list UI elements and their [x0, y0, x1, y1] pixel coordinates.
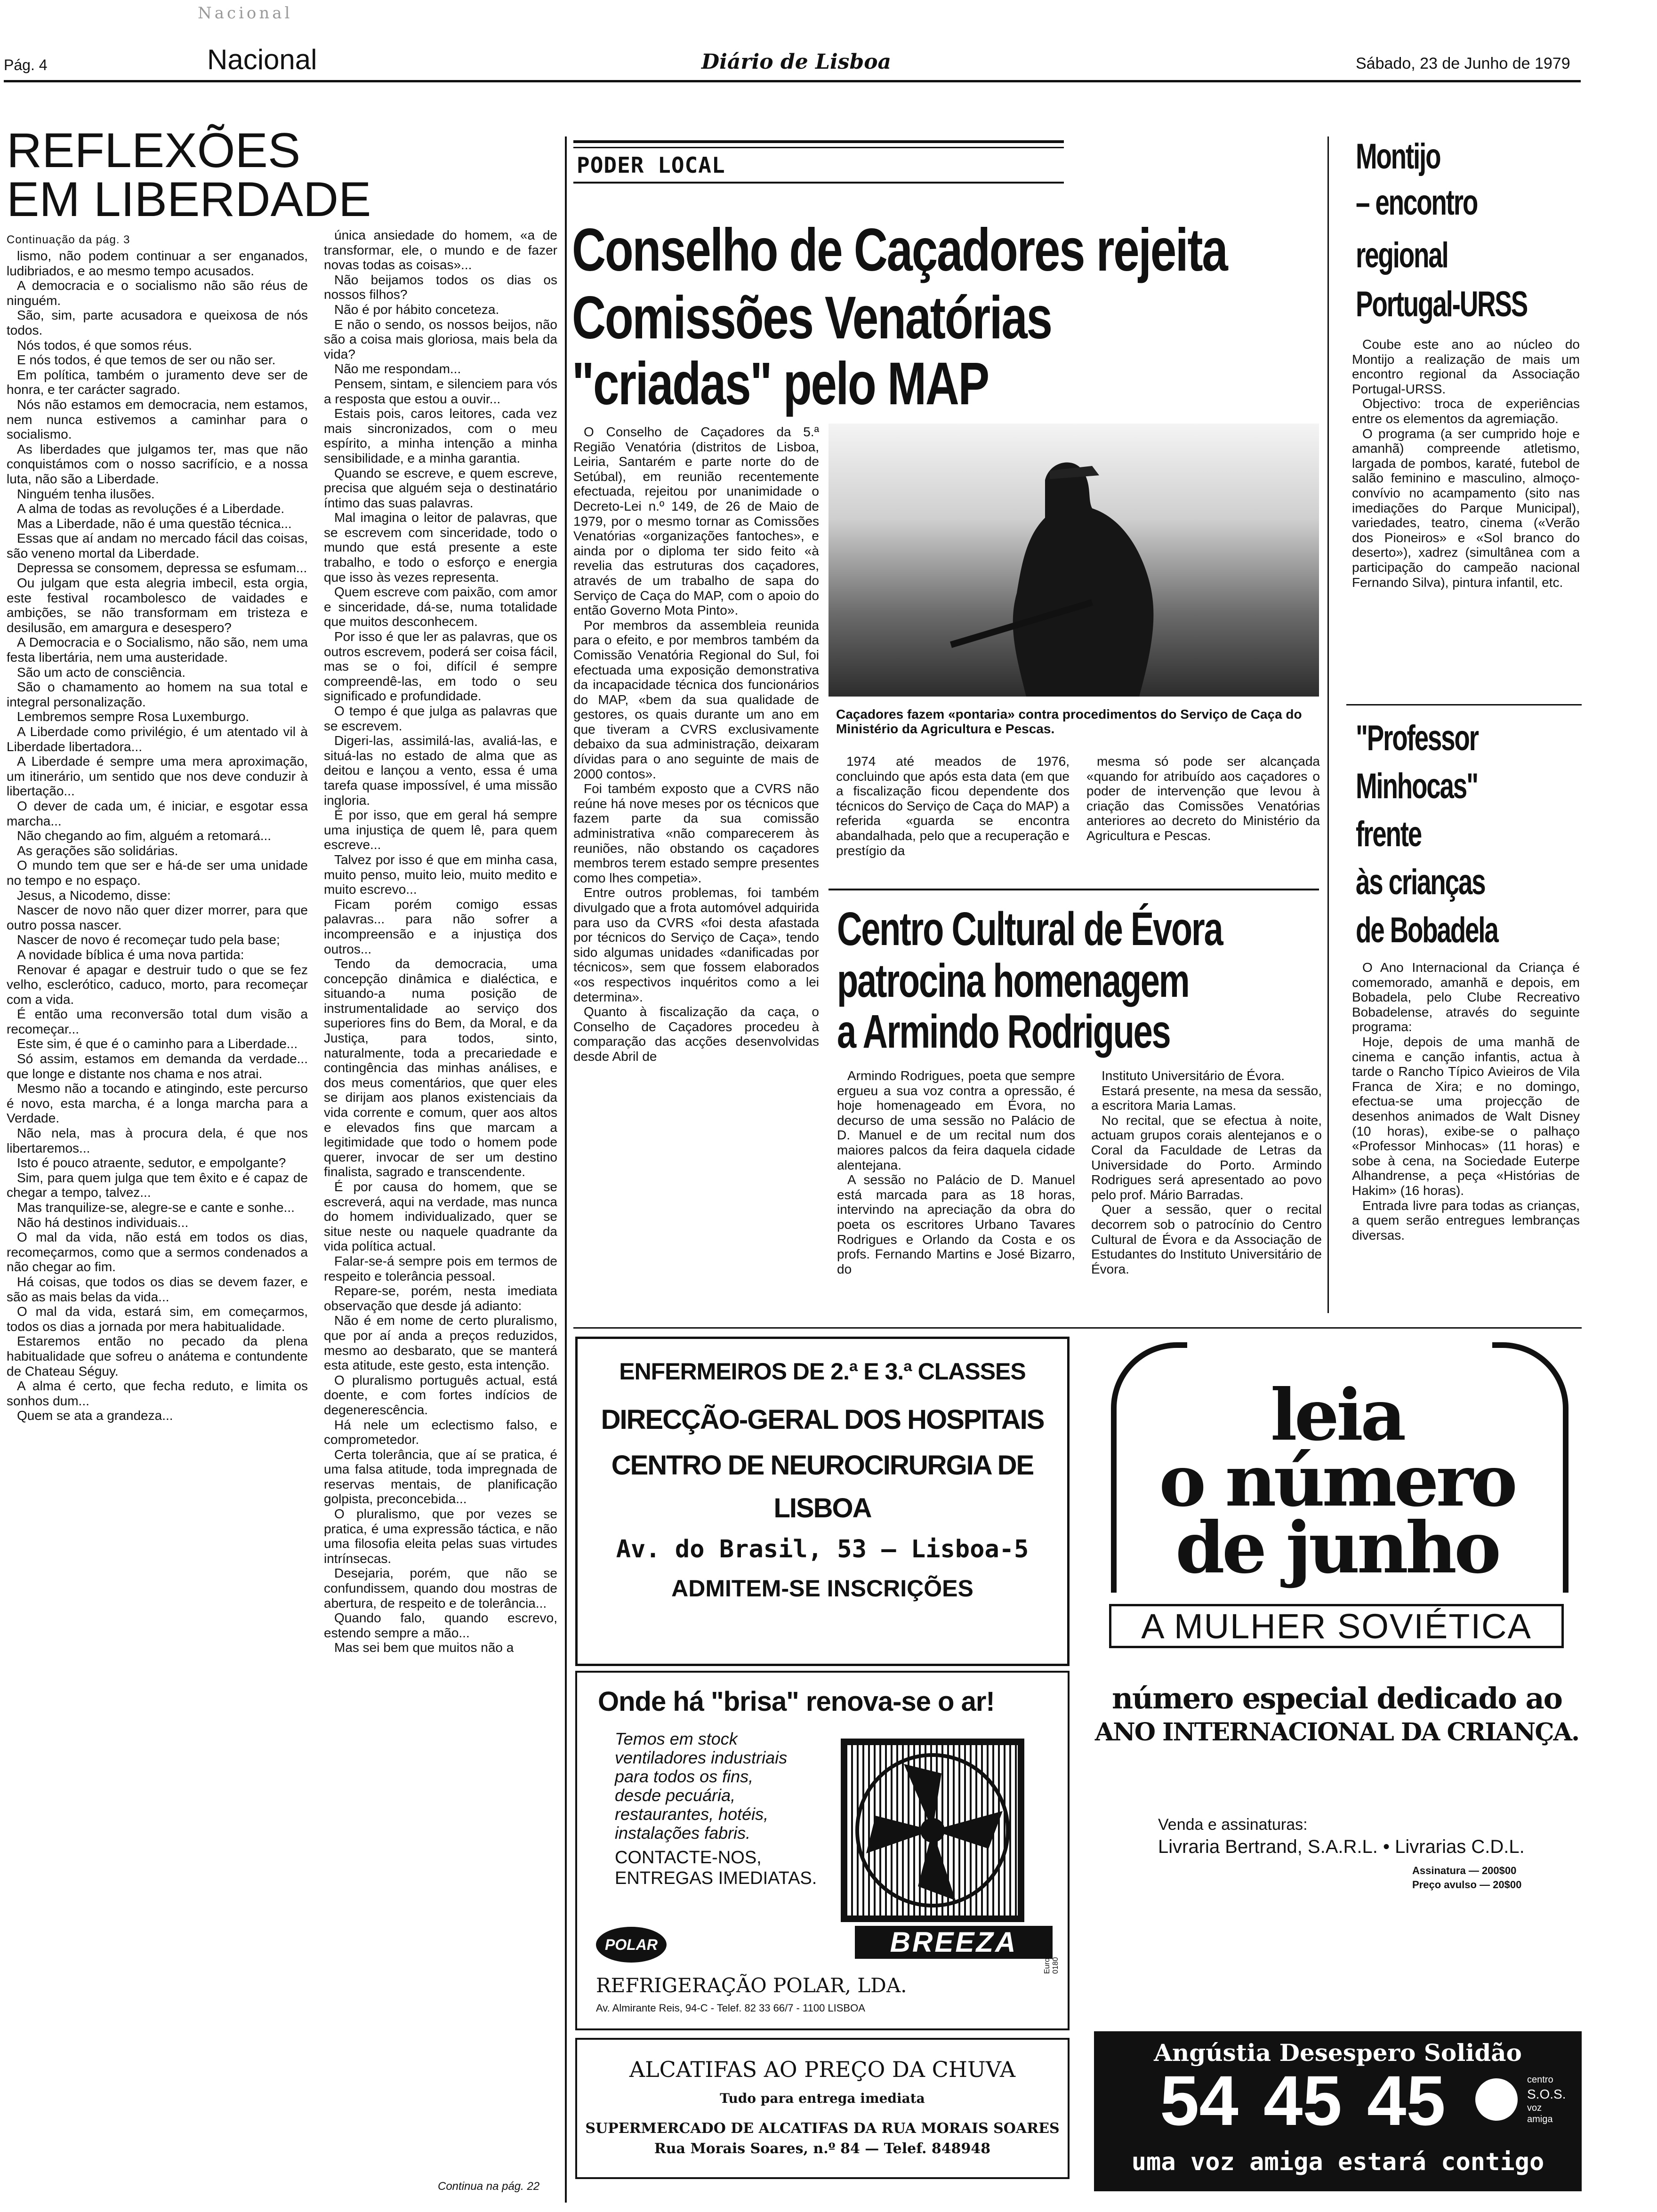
polar-copy-8: ENTREGAS IMEDIATAS.: [615, 1868, 817, 1888]
ad-sos-voz-amiga: [1094, 2031, 1582, 2191]
minhocas-headline-2: Minhocas": [1356, 766, 1478, 806]
polar-copy-7: CONTACTE-NOS,: [615, 1848, 762, 1867]
paragraph: Jesus, a Nicodemo, disse:: [17, 888, 171, 903]
sos-brand-1: centro: [1527, 2075, 1553, 2085]
paragraph: Desejaria, porém, que não se confundissem, quando dou mostras de abertura, de respeito e de tolerância...: [324, 1566, 557, 1611]
montijo-body: [1352, 337, 1580, 695]
minhocas-headline-5: de Bobadela: [1356, 910, 1498, 950]
paragraph: E nós todos, é que temos de ser ou não ser.: [17, 353, 276, 368]
montijo-headline-2: – encontro: [1356, 183, 1478, 223]
sos-bottom-line: uma voz amiga estará contigo: [1131, 2148, 1544, 2176]
paragraph: Quem se ata a grandeza...: [17, 1408, 173, 1423]
paragraph: O programa (a ser cumprido hoje e amanhã) compreende atletismo, largada de pombos, karaté, futebol de salão feminino e masculino, almoço-convívio no acampamento (sito nas imediações do Parque Municipal), variedades, teatro, cinema («Verão dos Pioneiros» e «Sol branco do deserto»), xadrez (simultânea com a participação do campeão nacional Fernando Silva), pintura infantil, etc.: [1352, 426, 1580, 590]
polar-copy-4: desde pecuária,: [615, 1786, 736, 1805]
paragraph: 1974 até meados de 1976, concluindo que após esta data (em que a fiscalização ficou dependente dos técnicos do Serviço de Caça do MAP) a referida «guarda se encontra abandalhada, pelo que a recuperação e prestígio da: [836, 754, 1070, 858]
paragraph: Quem escreve com paixão, com amor e sinceridade, dá-se, numa totalidade que muitos desconhecem.: [324, 585, 557, 629]
paragraph: Objectivo: troca de experiências entre os elementos da agremiação.: [1352, 396, 1580, 426]
reflexoes-column-1: [7, 248, 308, 2202]
paragraph: Nascer de novo é recomeçar tudo pela base;: [17, 932, 280, 947]
evora-headline-2: patrocina homenagem: [837, 954, 1189, 1007]
paragraph: É por isso, que em geral há sempre uma injustiça de quem lê, para quem escreve...: [324, 808, 557, 852]
caçadores-headline-1: Conselho de Caçadores rejeita: [572, 216, 1227, 284]
sos-face-icon: [1475, 2078, 1518, 2121]
caçadores-column-c: [1086, 754, 1320, 872]
paragraph: São, sim, parte acusadora e queixosa de nós todos.: [7, 308, 308, 337]
evora-rule-top: [828, 889, 1319, 890]
paragraph: Ou julgam que esta alegria imbecil, esta orgia, este festival rocambolesco de vaidades e ambições, se não transformam em tristeza e desilusão, em amargura e desespero?: [7, 576, 308, 635]
paragraph: O mal da vida, estará sim, em começarmos, todos os dias a jornada por mera habitualidade.: [7, 1304, 308, 1334]
paragraph: lismo, não podem continuar a ser enganados, ludibriados, e ao mesmo tempo acusados.: [7, 248, 308, 278]
ad-enf-line-6: ADMITEM-SE INSCRIÇÕES: [671, 1575, 973, 1602]
reflexoes-right-rule: [565, 136, 567, 2203]
paragraph: Nascer de novo não quer dizer morrer, para que outro possa nascer.: [7, 903, 308, 932]
paragraph: Isto é pouco atraente, sedutor, e empolgante?: [17, 1155, 286, 1170]
paragraph: A alma é certo, que fecha reduto, e limita os sonhos dum...: [7, 1378, 308, 1408]
paragraph: Não é por hábito conceteza.: [334, 302, 499, 317]
mulher-livrarias: Livraria Bertrand, S.A.R.L. • Livrarias C.D.L.: [1158, 1836, 1525, 1857]
paragraph: única ansiedade do homem, «a de transformar, ele, o mundo e de fazer novas todas as coisas»...: [324, 228, 557, 272]
evora-headline-1: Centro Cultural de Évora: [837, 903, 1223, 955]
polar-copy-3: para todos os fins,: [615, 1767, 754, 1786]
paragraph: O Conselho de Caçadores da 5.ª Região Venatória (distritos de Lisboa, Leiria, Santarém e parte norte do de Setúbal), em reunião recentemente efectuada, rejeitou por unanimidade o Decreto-Lei n.º 149, de 26 de Maio de 1979, por o mesmo tornar as Comissões Venatórias «organizações fantoches», e ainda por o diploma ter sido feito «à revelia das estruturas dos caçadores, através de um trabalho de sapa do Serviço de Caça do MAP, com o apoio do então Governo Mota Pinto».: [573, 425, 819, 618]
reflexoes-column-2: [324, 228, 557, 2167]
paragraph: Estará presente, na mesa da sessão, a escritora Maria Lamas.: [1091, 1083, 1322, 1113]
caçadores-column-b: [836, 754, 1070, 872]
paragraph: Não é em nome de certo pluralismo, que por aí anda a preços reduzidos, mesmo ao desbarato, que se manterá esta atitude, este gesto, esta intenção.: [324, 1313, 557, 1373]
mulher-banner: A MULHER SOVIÉTICA: [1109, 1604, 1564, 1648]
sos-brand-3: voz: [1527, 2103, 1542, 2113]
paragraph: Quando se escreve, e quem escreve, precisa que alguém seja o destinatário íntimo das suas palavras.: [324, 465, 557, 510]
mulher-assinatura: Assinatura — 200$00: [1412, 1865, 1517, 1876]
paragraph: Ninguém tenha ilusões.: [17, 486, 155, 501]
polar-address: Av. Almirante Reis, 94-C - Telef. 82 33 66/7 - 1100 LISBOA: [596, 2002, 865, 2014]
ad-mulher-sovietica: [1092, 1342, 1582, 1982]
paragraph: A Liberdade como privilégio, é um atentado vil à Liberdade libertadora...: [7, 724, 308, 754]
paragraph: Há nele um eclectismo falso, e comprometedor.: [324, 1417, 557, 1447]
paragraph: As liberdades que julgamos ter, mas que não conquistámos com o nosso sacrifício, e a nossa luta, não são a Liberdade.: [7, 441, 308, 486]
caçadores-headline-2: Comissões Venatórias: [572, 284, 1052, 352]
mulher-preco-avulso: Preço avulso — 20$00: [1412, 1879, 1522, 1891]
paragraph: O pluralismo português actual, está doente, e com fortes indícios de degenerescência.: [324, 1372, 557, 1417]
alcatifas-line-2: Tudo para entrega imediata: [720, 2091, 925, 2106]
paragraph: Falar-se-á sempre pois em termos de respeito e tolerância pessoal.: [324, 1253, 557, 1283]
minhocas-headline-4: às crianças: [1356, 862, 1485, 902]
paragraph: Não chegando ao fim, alguém a retomará...: [17, 828, 272, 843]
ad-enfermeiros: [575, 1337, 1070, 1666]
paragraph: Nós não estamos em democracia, nem estamos, nem nunca estivemos a caminhar para o socialismo.: [7, 397, 308, 442]
paragraph: Sim, para quem julga que tem êxito e é capaz de chegar a tempo, talvez...: [7, 1170, 308, 1200]
minhocas-headline-3: frente: [1356, 814, 1422, 854]
paragraph: Coube este ano ao núcleo do Montijo a realização de mais um encontro regional da Associação Portugal-URSS.: [1352, 337, 1580, 396]
paragraph: Não há destinos individuais...: [17, 1215, 189, 1230]
paragraph: Repare-se, porém, nesta imediata observação que desde já adianto:: [324, 1283, 557, 1313]
polar-headline: Onde há "brisa" renova-se o ar!: [598, 1686, 995, 1717]
paragraph: Essas que aí andam no mercado fácil das coisas, são veneno mortal da Liberdade.: [7, 531, 308, 561]
breeza-logo: BREEZA: [855, 1926, 1053, 1959]
paragraph: Mal imagina o leitor de palavras, que se escrevem com sinceridade, todo o mundo que está presente a este trabalho, e todo o esforço e energia que isso às vezes representa.: [324, 510, 557, 585]
poder-local-rule-top2: [573, 147, 1064, 148]
paragraph: Estais pois, caros leitores, cada vez mais sincronizados, com o meu espírito, a minha intenção a minha sensibilidade, e a minha garantia.: [324, 406, 557, 465]
paragraph: Por isso é que ler as palavras, que os outros escrevem, poderá ser coisa fácil, mas se o foi, difícil é sempre compreendê-las, em todo o seu significado e profundidade.: [324, 629, 557, 704]
paragraph: Estaremos então no pecado da plena habitualidade que sofreu o anátema e contundente de Chateau Séguy.: [7, 1334, 308, 1378]
polar-logo: POLAR: [596, 1927, 667, 1963]
alcatifas-line-1: ALCATIFAS AO PREÇO DA CHUVA: [629, 2057, 1016, 2082]
minhocas-body: [1352, 960, 1580, 1318]
paragraph: Certa tolerância, que aí se pratica, é uma falsa atitude, toda impregnada de reservas mentais, de planificação golpista, preconcebida...: [324, 1447, 557, 1507]
paragraph: É por causa do homem, que se escreverá, aqui na verdade, mas nunca do homem individualizado, quer se situe neste ou naquele quadrante da vida política actual.: [324, 1179, 557, 1254]
paragraph: Quer a sessão, quer o recital decorrem sob o patrocínio do Centro Cultural de Évora e da Associação de Estudantes do Instituto Universitário de Évora.: [1091, 1202, 1322, 1276]
paragraph: Mas sei bem que muitos não a: [334, 1640, 514, 1655]
paragraph: Quando falo, quando escrevo, estendo sempre a mão...: [324, 1611, 557, 1640]
ad-enf-line-3: CENTRO DE NEUROCIRURGIA DE: [611, 1450, 1034, 1481]
hunter-photo: [828, 424, 1319, 697]
photo-caption: Caçadores fazem «pontaria» contra procedimentos do Serviço de Caça do Ministério da Agricultura e Pescas.: [836, 707, 1302, 736]
paragraph: A alma de todas as revoluções é a Liberdade.: [17, 501, 285, 516]
reflexoes-title-1: REFLEXÕES: [7, 123, 301, 178]
paragraph: Em política, também o juramento deve ser de honra, e ter carácter sagrado.: [7, 367, 308, 397]
sos-number-3: 45: [1367, 2061, 1446, 2140]
paragraph: O pluralismo, que por vezes se pratica, é uma expressão táctica, e não uma filosofia eleita pelas suas virtudes intrínsecas.: [324, 1507, 557, 1566]
paragraph: A democracia e o socialismo não são réus de ninguém.: [7, 278, 308, 308]
paragraph: Pensem, sintam, e silenciem para vós a resposta que estou a ouvir...: [324, 376, 557, 406]
continua-note: Continua na pág. 22: [438, 2180, 540, 2193]
mulher-o-numero: o número: [1159, 1440, 1515, 1523]
caçadores-column-a: [573, 425, 819, 1317]
paragraph: Depressa se consomem, depressa se esfumam...: [17, 561, 307, 576]
paragraph: Nós todos, é que somos réus.: [17, 337, 192, 353]
mulher-especial: número especial dedicado ao: [1111, 1681, 1562, 1715]
montijo-headline-4: Portugal-URSS: [1356, 284, 1528, 324]
polar-side-credit: Europa 0180: [1043, 1949, 1060, 1974]
paragraph: O mal da vida, não está em todos os dias, recomeçarmos, como que a sermos condenados a não chegar ao fim.: [7, 1230, 308, 1274]
polar-copy-1: Temos em stock: [615, 1729, 738, 1748]
ad-enf-line-5: Av. do Brasil, 53 — Lisboa-5: [616, 1535, 1029, 1563]
paragraph: A sessão no Palácio de D. Manuel está marcada para as 18 horas, intervindo na apreciação da obra do poeta os escritores Urbano Tavares Rodrigues e Orlando da Costa e os profs. Fernando Martins e José Bizarro, do: [837, 1172, 1075, 1276]
paragraph: No recital, que se efectua à noite, actuam grupos corais alentejanos e o Coral da Faculdade de Letras da Universidade do Porto. Armindo Rodrigues será apresentado ao povo pelo prof. Mário Barradas.: [1091, 1113, 1322, 1202]
paragraph: E não o sendo, os nossos beijos, não são a coisa mais gloriosa, mais bela da vida?: [324, 317, 557, 361]
sos-brand-4: amiga: [1527, 2114, 1553, 2124]
paragraph: Este sim, é que é o caminho para a Liberdade...: [17, 1036, 298, 1051]
polar-copy-6: instalações fabris.: [615, 1823, 751, 1843]
paragraph: Renovar é apagar e destruir tudo o que se fez velho, esclerótico, caduco, morto, para recomeçar com a vida.: [7, 962, 308, 1007]
minhocas-headline-1: "Professor: [1356, 718, 1478, 758]
evora-column-a: [837, 1068, 1075, 1318]
paragraph: Entrada livre para todas as crianças, a quem serão entregues lembranças diversas.: [1352, 1198, 1580, 1242]
paragraph: Não me respondam...: [334, 361, 461, 377]
paragraph: São um acto de consciência.: [17, 665, 185, 680]
caçadores-headline-3: "criadas" pelo MAP: [572, 350, 989, 417]
paragraph: Mas a Liberdade, não é uma questão técnica...: [17, 516, 292, 531]
sos-number-2: 45: [1263, 2061, 1342, 2140]
sos-brand-2: S.O.S.: [1527, 2087, 1566, 2101]
ads-rule-top: [573, 1327, 1582, 1329]
paragraph: O mundo tem que ser e há-de ser uma unidade no tempo e no espaço.: [7, 858, 308, 888]
page-number: Pág. 4: [4, 56, 48, 73]
reflexoes-title-2: EM LIBERDADE: [7, 172, 371, 227]
paragraph: Digeri-las, assimilá-las, avaliá-las, e situá-las no estado de alma que as deitou e lançou a vento, essa é uma tarefa quase impossível, é uma missão ingloria.: [324, 733, 557, 808]
ad-polar: [575, 1671, 1070, 2030]
paragraph: Lembremos sempre Rosa Luxemburgo.: [17, 709, 249, 724]
ad-enf-line-1: ENFERMEIROS DE 2.ª E 3.ª CLASSES: [619, 1358, 1026, 1385]
paragraph: O dever de cada um, é iniciar, e esgotar essa marcha...: [7, 798, 308, 828]
paragraph: Não beijamos todos os dias os nossos filhos?: [324, 272, 557, 302]
poder-local-kicker: PODER LOCAL: [577, 152, 725, 178]
paragraph: Armindo Rodrigues, poeta que sempre ergueu a sua voz contra a opressão, é hoje homenageado em Évora, no decurso de uma sessão no Palácio de D. Manuel e de um recital num dos maiores palcos da feira daquela cidade alentejana.: [837, 1068, 1075, 1172]
ad-enf-line-4: LISBOA: [773, 1493, 871, 1523]
sos-top-line: Angústia Desespero Solidão: [1154, 2039, 1522, 2067]
montijo-headline-1: Montijo: [1356, 136, 1440, 176]
section-name: Nacional: [207, 44, 317, 75]
evora-headline-3: a Armindo Rodrigues: [837, 1005, 1170, 1058]
fan-grille-icon: [841, 1739, 1024, 1922]
sos-number-1: 54: [1160, 2061, 1239, 2140]
paragraph: O tempo é que julga as palavras que se escrevem.: [324, 704, 557, 733]
continuation-note: Continuação da pág. 3: [7, 233, 130, 246]
alcatifas-line-4: Rua Morais Soares, n.º 84 — Telef. 848948: [654, 2140, 991, 2157]
poder-local-rule-top: [573, 140, 1064, 143]
poder-local-rule-bottom: [573, 182, 1064, 184]
paragraph: Tendo da democracia, uma concepção dinâmica e dialéctica, e situando-a numa posição de instrumentalidade ao serviço dos superiores fins do Bem, da Moral, e da Justiça, para todos, sinto, naturalmente, toda a precariedade e contingência das minhas análises, e dos meus comentários, que quer eles se dirijam aos planos existenciais da vida corrente e comum, quer aos altos e elevados fins que marcam a legitimidade que todo o homem pode querer, invocar de ser um destino finalista, sagrado e transcendente.: [324, 956, 557, 1179]
mulher-leia: leia: [1270, 1374, 1404, 1457]
ad-alcatifas: [575, 2038, 1070, 2179]
ad-enf-line-2: DIRECÇÃO-GERAL DOS HOSPITAIS: [601, 1404, 1044, 1435]
right-column-rule: [1327, 136, 1329, 1313]
masthead-rule: [4, 80, 1581, 82]
paragraph: Foi também exposto que a CVRS não reúne há nove meses por os técnicos que fazem parte da sua comissão administrativa «não comparecerem às reuniões, não obstando os caçadores membros terem estado sempre presentes como lhes competia».: [573, 781, 819, 885]
paragraph: Não nela, mas à procura dela, é que nos libertaremos...: [7, 1126, 308, 1155]
paragraph: A Democracia e o Socialismo, não são, nem uma festa libertária, nem uma austeridade.: [7, 635, 308, 665]
paragraph: Instituto Universitário de Évora.: [1102, 1068, 1285, 1083]
issue-date: Sábado, 23 de Junho de 1979: [1356, 55, 1570, 72]
paragraph: A novidade bíblica é uma nova partida:: [17, 947, 244, 962]
paragraph: Há coisas, que todos os dias se devem fazer, e são as mais belas da vida...: [7, 1274, 308, 1304]
montijo-headline-3: regional: [1356, 235, 1448, 275]
paragraph: A Liberdade é sempre uma mera aproximação, um itinerário, um sentido que nos deve conduzir à libertação...: [7, 754, 308, 799]
mulher-de-junho: de junho: [1175, 1507, 1499, 1589]
polar-copy-5: restaurantes, hotéis,: [615, 1804, 769, 1824]
alcatifas-line-3: SUPERMERCADO DE ALCATIFAS DA RUA MORAIS SOARES: [585, 2120, 1060, 2137]
paragraph: Entre outros problemas, foi também divulgado que a frota automóvel adquirida para uso da CVRS «foi desta afastada por técnicos do Serviço de Caça», tendo sido algumas unidades «danificadas por técnicos», sem que fossem elaborados «os respectivos inquéritos como a lei determina».: [573, 885, 819, 1004]
paragraph: Por membros da assembleia reunida para o efeito, e por membros também da Comissão Venatória Regional do Sul, foi efectuada uma exposição demonstrativa da incapacidade técnica dos funcionários do MAP, «bem da sua qualidade de gestores, os quais durante um ano em que tiveram a CVRS exclusivamente debaixo da sua administração, deixaram dívidas para o ano seguinte de mais de 2000 contos».: [573, 617, 819, 781]
fan-blades-icon: [847, 1745, 1018, 1915]
masthead-faded: Nacional: [198, 4, 293, 23]
newspaper-name: Diário de Lisboa: [701, 50, 892, 74]
minhocas-rule-top: [1346, 704, 1582, 705]
paragraph: É então uma reconversão total dum visão a recomeçar...: [7, 1007, 308, 1036]
paragraph: As gerações são solidárias.: [17, 843, 178, 858]
evora-column-b: [1091, 1068, 1322, 1318]
mulher-venda: Venda e assinaturas:: [1158, 1816, 1308, 1834]
paragraph: Talvez por isso é que em minha casa, muito penso, muito leio, muito medito e muito escrevo...: [324, 852, 557, 897]
hunter-silhouette-icon: [828, 424, 1319, 697]
paragraph: São o chamamento ao homem na sua total e integral personalização.: [7, 680, 308, 709]
paragraph: Quanto à fiscalização da caça, o Conselho de Caçadores procedeu à comparação das acções desenvolvidas desde Abril de: [573, 1004, 819, 1064]
paragraph: Ficam porém comigo essas palavras... para não sofrer a incompreensão e a injustiça dos outros...: [324, 897, 557, 956]
polar-copy-2: ventiladores industriais: [615, 1748, 788, 1767]
mulher-ano-crianca: ANO INTERNACIONAL DA CRIANÇA.: [1094, 1718, 1579, 1747]
polar-company: REFRIGERAÇÃO POLAR, LDA.: [596, 1974, 907, 1997]
paragraph: Mas tranquilize-se, alegre-se e cante e sonhe...: [17, 1200, 295, 1215]
paragraph: Hoje, depois de uma manhã de cinema e canção infantis, actua à tarde o Rancho Típico Avieiros de Vila Franca de Xira; e no domingo, efectua-se uma projecção de desenhos animados de Walt Disney (10 horas), exibe-se o palhaço «Professor Minhocas» (11 horas) e sobe à cena, na Sociedade Euterpe Alhandrense, a peça «Histórias de Hakim» (16 horas).: [1352, 1034, 1580, 1198]
paragraph: Só assim, estamos em demanda da verdade... que longe e distante nos chama e nos atrai.: [7, 1051, 308, 1081]
paragraph: O Ano Internacional da Criança é comemorado, amanhã e depois, em Bobadela, pelo Clube Recreativo Bobadelense, através do seguinte programa:: [1352, 960, 1580, 1034]
paragraph: mesma só pode ser alcançada «quando for atribuído aos caçadores o poder de intervenção que levou à criação das Comissões Venatórias anteriores ao decreto do Ministério da Agricultura e Pescas.: [1086, 754, 1320, 843]
paragraph: Mesmo não a tocando e atingindo, este percurso é novo, esta marcha, é a longa marcha para a Verdade.: [7, 1081, 308, 1126]
